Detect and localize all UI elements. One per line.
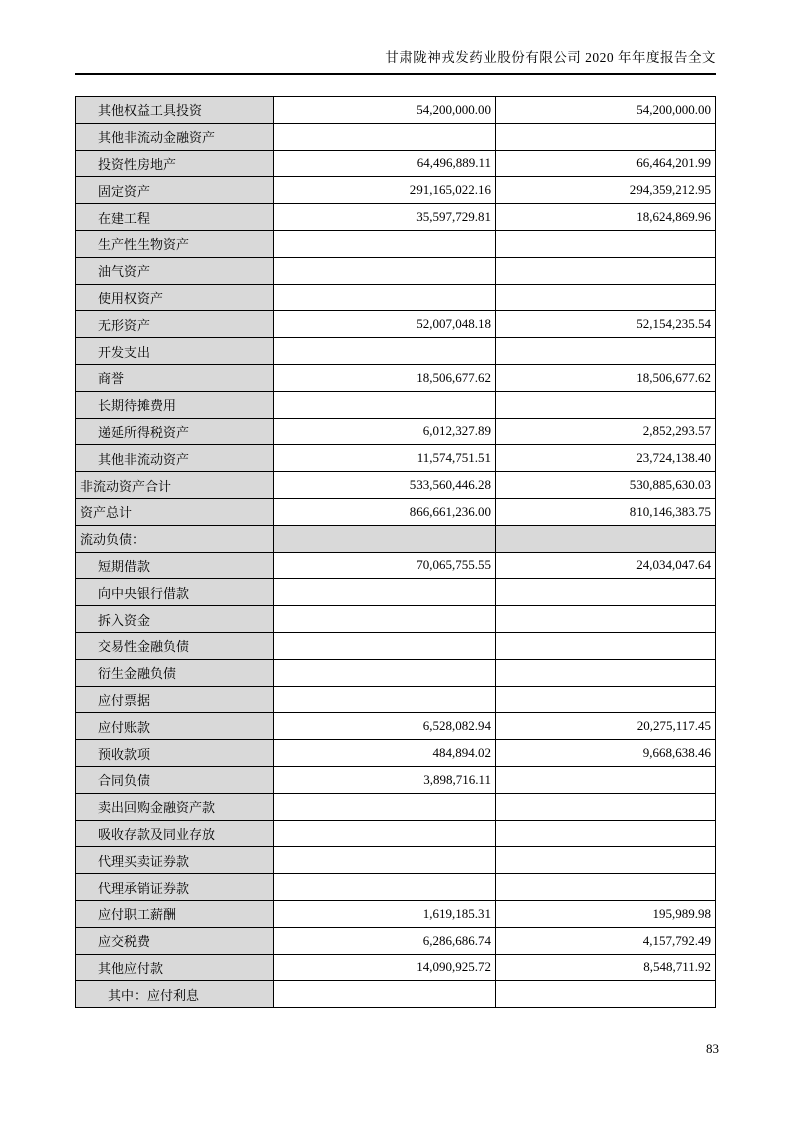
row-label: 开发支出 <box>76 338 274 365</box>
table-row <box>76 123 716 150</box>
previous-period-value <box>496 981 716 1008</box>
row-label: 向中央银行借款 <box>76 579 274 606</box>
page-number: 83 <box>706 1041 719 1056</box>
previous-period-value <box>496 284 716 311</box>
previous-period-value: 66,464,201.99 <box>496 150 716 177</box>
table-row <box>76 525 716 552</box>
current-period-value <box>274 284 496 311</box>
previous-period-value: 52,154,235.54 <box>496 311 716 338</box>
balance-sheet-rows <box>76 97 716 1008</box>
row-label: 非流动资产合计 <box>76 472 274 499</box>
table-row <box>76 311 716 338</box>
previous-period-value: 530,885,630.03 <box>496 472 716 499</box>
previous-period-value: 195,989.98 <box>496 900 716 927</box>
row-label: 其他非流动资产 <box>76 445 274 472</box>
table-row <box>76 445 716 472</box>
previous-period-value <box>496 606 716 633</box>
previous-period-value: 18,624,869.96 <box>496 204 716 231</box>
row-label: 油气资产 <box>76 257 274 284</box>
row-label: 长期待摊费用 <box>76 391 274 418</box>
current-period-value: 6,012,327.89 <box>274 418 496 445</box>
current-period-value <box>274 820 496 847</box>
current-period-value: 11,574,751.51 <box>274 445 496 472</box>
row-label: 应付职工薪酬 <box>76 900 274 927</box>
current-period-value: 3,898,716.11 <box>274 766 496 793</box>
table-row <box>76 820 716 847</box>
balance-sheet-table <box>75 96 716 1008</box>
table-row <box>76 97 716 124</box>
table-row <box>76 686 716 713</box>
current-period-value: 291,165,022.16 <box>274 177 496 204</box>
row-label: 拆入资金 <box>76 606 274 633</box>
current-period-value <box>274 606 496 633</box>
row-label: 资产总计 <box>76 498 274 525</box>
previous-period-value <box>496 230 716 257</box>
current-period-value <box>274 338 496 365</box>
current-period-value: 64,496,889.11 <box>274 150 496 177</box>
table-row <box>76 177 716 204</box>
row-label: 固定资产 <box>76 177 274 204</box>
table-row <box>76 606 716 633</box>
previous-period-value: 23,724,138.40 <box>496 445 716 472</box>
current-period-value: 35,597,729.81 <box>274 204 496 231</box>
row-label: 流动负债： <box>76 525 274 552</box>
row-label: 应付票据 <box>76 686 274 713</box>
previous-period-value <box>496 123 716 150</box>
current-period-value <box>274 230 496 257</box>
row-label: 无形资产 <box>76 311 274 338</box>
row-label: 其他权益工具投资 <box>76 97 274 124</box>
table-row <box>76 552 716 579</box>
table-row <box>76 204 716 231</box>
row-label: 投资性房地产 <box>76 150 274 177</box>
current-period-value: 6,286,686.74 <box>274 927 496 954</box>
previous-period-value <box>496 391 716 418</box>
table-row <box>76 284 716 311</box>
table-row <box>76 391 716 418</box>
table-row <box>76 498 716 525</box>
row-label: 合同负债 <box>76 766 274 793</box>
current-period-value <box>274 579 496 606</box>
current-period-value <box>274 793 496 820</box>
current-period-value: 533,560,446.28 <box>274 472 496 499</box>
previous-period-value <box>496 579 716 606</box>
current-period-value: 14,090,925.72 <box>274 954 496 981</box>
table-row <box>76 338 716 365</box>
row-label: 其中：应付利息 <box>76 981 274 1008</box>
current-period-value: 52,007,048.18 <box>274 311 496 338</box>
table-row <box>76 632 716 659</box>
row-label: 交易性金融负债 <box>76 632 274 659</box>
current-period-value: 70,065,755.55 <box>274 552 496 579</box>
row-label: 预收款项 <box>76 740 274 767</box>
table-row <box>76 713 716 740</box>
previous-period-value <box>496 257 716 284</box>
table-row <box>76 364 716 391</box>
row-label: 递延所得税资产 <box>76 418 274 445</box>
previous-period-value <box>496 338 716 365</box>
previous-period-value <box>496 793 716 820</box>
row-label: 商誉 <box>76 364 274 391</box>
previous-period-value <box>496 820 716 847</box>
current-period-value <box>274 847 496 874</box>
current-period-value <box>274 123 496 150</box>
row-label: 短期借款 <box>76 552 274 579</box>
current-period-value <box>274 525 496 552</box>
previous-period-value <box>496 632 716 659</box>
row-label: 衍生金融负债 <box>76 659 274 686</box>
row-label: 代理承销证券款 <box>76 874 274 901</box>
previous-period-value <box>496 659 716 686</box>
table-row <box>76 927 716 954</box>
table-row <box>76 472 716 499</box>
current-period-value <box>274 391 496 418</box>
table-row <box>76 981 716 1008</box>
previous-period-value: 18,506,677.62 <box>496 364 716 391</box>
row-label: 在建工程 <box>76 204 274 231</box>
previous-period-value: 810,146,383.75 <box>496 498 716 525</box>
current-period-value <box>274 257 496 284</box>
current-period-value: 866,661,236.00 <box>274 498 496 525</box>
table-row <box>76 659 716 686</box>
previous-period-value <box>496 686 716 713</box>
table-row <box>76 874 716 901</box>
current-period-value: 484,894.02 <box>274 740 496 767</box>
current-period-value <box>274 981 496 1008</box>
table-row <box>76 230 716 257</box>
previous-period-value: 20,275,117.45 <box>496 713 716 740</box>
table-row <box>76 954 716 981</box>
current-period-value <box>274 874 496 901</box>
current-period-value: 54,200,000.00 <box>274 97 496 124</box>
current-period-value: 6,528,082.94 <box>274 713 496 740</box>
row-label: 其他非流动金融资产 <box>76 123 274 150</box>
row-label: 应付账款 <box>76 713 274 740</box>
previous-period-value: 54,200,000.00 <box>496 97 716 124</box>
row-label: 其他应付款 <box>76 954 274 981</box>
previous-period-value: 9,668,638.46 <box>496 740 716 767</box>
current-period-value: 1,619,185.31 <box>274 900 496 927</box>
current-period-value <box>274 686 496 713</box>
current-period-value <box>274 659 496 686</box>
previous-period-value <box>496 766 716 793</box>
table-row <box>76 150 716 177</box>
current-period-value: 18,506,677.62 <box>274 364 496 391</box>
row-label: 使用权资产 <box>76 284 274 311</box>
table-row <box>76 900 716 927</box>
table-row <box>76 740 716 767</box>
previous-period-value <box>496 874 716 901</box>
row-label: 吸收存款及同业存放 <box>76 820 274 847</box>
table-row <box>76 257 716 284</box>
previous-period-value: 24,034,047.64 <box>496 552 716 579</box>
row-label: 卖出回购金融资产款 <box>76 793 274 820</box>
row-label: 应交税费 <box>76 927 274 954</box>
table-row <box>76 793 716 820</box>
previous-period-value <box>496 847 716 874</box>
table-row <box>76 418 716 445</box>
report-header-title: 甘肃陇神戎发药业股份有限公司 2020 年年度报告全文 <box>75 46 716 75</box>
row-label: 代理买卖证券款 <box>76 847 274 874</box>
table-row <box>76 766 716 793</box>
previous-period-value <box>496 525 716 552</box>
current-period-value <box>274 632 496 659</box>
row-label: 生产性生物资产 <box>76 230 274 257</box>
previous-period-value: 4,157,792.49 <box>496 927 716 954</box>
previous-period-value: 294,359,212.95 <box>496 177 716 204</box>
table-row <box>76 847 716 874</box>
previous-period-value: 2,852,293.57 <box>496 418 716 445</box>
previous-period-value: 8,548,711.92 <box>496 954 716 981</box>
table-row <box>76 579 716 606</box>
